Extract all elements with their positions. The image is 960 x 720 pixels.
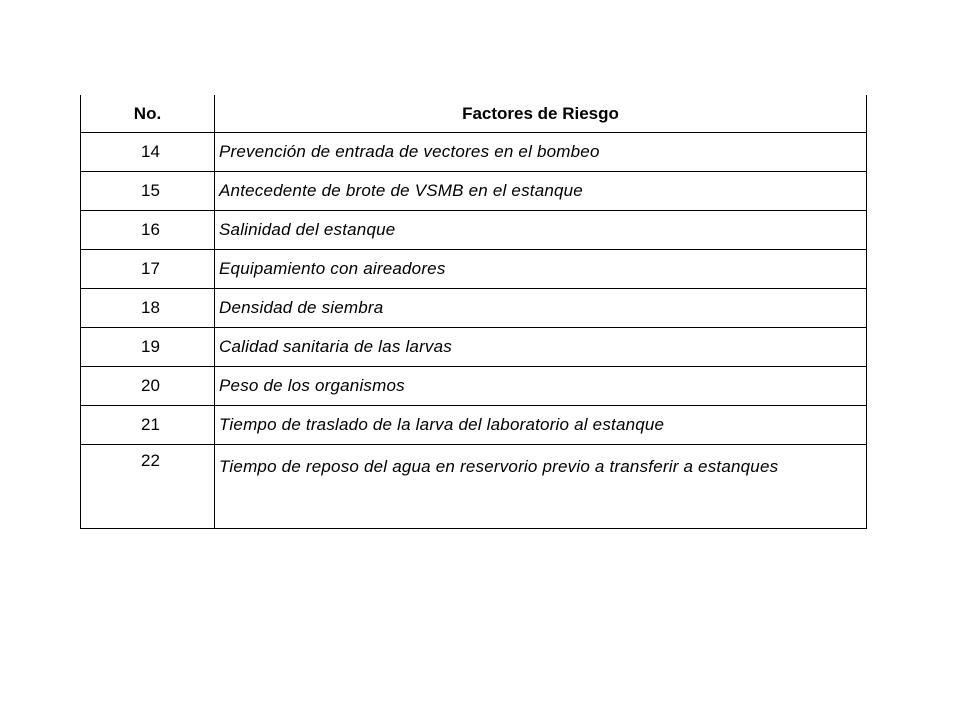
row-factor: Tiempo de traslado de la larva del laboratorio al estanque — [215, 406, 867, 445]
table-row — [81, 289, 867, 328]
table-row — [81, 328, 867, 367]
table-row — [81, 367, 867, 406]
row-number: 17 — [81, 250, 215, 289]
row-number: 14 — [81, 133, 215, 172]
row-number: 19 — [81, 328, 215, 367]
row-factor: Tiempo de reposo del agua en reservorio previo a transferir a estanques — [215, 445, 867, 529]
row-number: 15 — [81, 172, 215, 211]
row-factor: Prevención de entrada de vectores en el bombeo — [215, 133, 867, 172]
table-row — [81, 406, 867, 445]
row-factor: Equipamiento con aireadores — [215, 250, 867, 289]
table-row — [81, 172, 867, 211]
table-row — [81, 445, 867, 529]
table-row — [81, 133, 867, 172]
row-factor: Antecedente de brote de VSMB en el estanque — [215, 172, 867, 211]
table-row — [81, 250, 867, 289]
table-row — [81, 211, 867, 250]
row-number: 21 — [81, 406, 215, 445]
risk-factors-table — [80, 95, 867, 529]
row-number: 16 — [81, 211, 215, 250]
row-factor: Densidad de siembra — [215, 289, 867, 328]
row-factor: Calidad sanitaria de las larvas — [215, 328, 867, 367]
header-factor: Factores de Riesgo — [215, 95, 867, 133]
row-number: 20 — [81, 367, 215, 406]
row-number: 18 — [81, 289, 215, 328]
row-factor: Peso de los organismos — [215, 367, 867, 406]
header-no: No. — [81, 95, 215, 133]
row-factor: Salinidad del estanque — [215, 211, 867, 250]
table-header-row — [81, 95, 867, 133]
row-number: 22 — [81, 445, 215, 529]
